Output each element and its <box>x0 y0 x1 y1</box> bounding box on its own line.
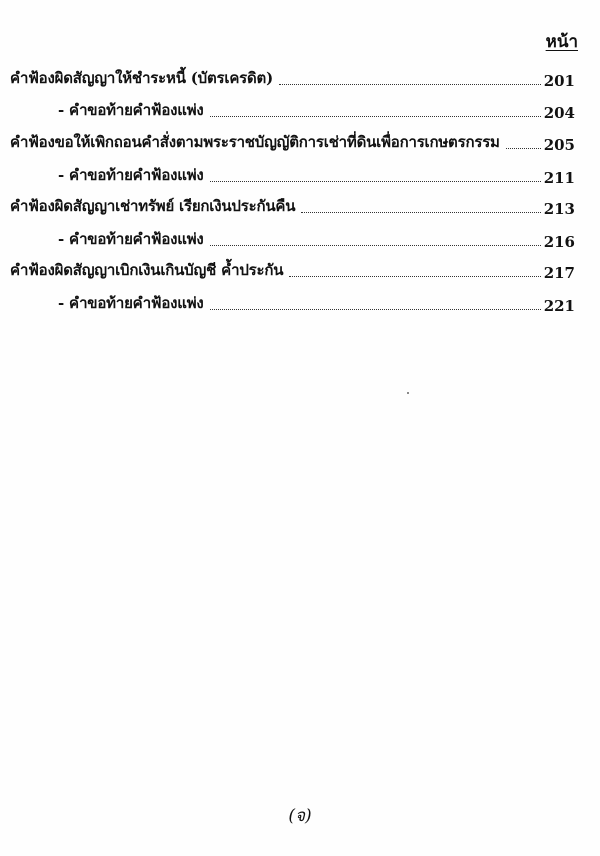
toc-entry-page: 205 <box>543 136 575 154</box>
toc-subentry <box>0 291 600 315</box>
dot-leader <box>210 245 541 246</box>
toc-entry-page: 213 <box>543 200 575 218</box>
page-folio: (จ) <box>288 806 312 826</box>
toc-entry <box>0 258 600 282</box>
toc-subentry-title: - คำขอท้ายคำฟ้องแพ่ง <box>58 101 204 119</box>
dot-leader <box>210 116 541 117</box>
toc-subentry-page: 216 <box>543 233 575 251</box>
dot-leader <box>279 84 541 85</box>
toc-entry <box>0 130 600 154</box>
toc-subentry-page: 221 <box>543 297 575 315</box>
dot-leader <box>289 276 540 277</box>
page-column-heading: หน้า <box>545 32 578 52</box>
toc-entry-title: คำฟ้องผิดสัญญาเช่าทรัพย์ เรียกเงินประกันคืน <box>10 197 296 215</box>
toc-subentry <box>0 163 600 187</box>
toc-subentry-page: 204 <box>543 104 575 122</box>
table-of-contents <box>0 0 600 340</box>
toc-subentry-title: - คำขอท้ายคำฟ้องแพ่ง <box>58 230 204 248</box>
toc-entry-page: 217 <box>543 264 575 282</box>
toc-entry-title: คำฟ้องขอให้เพิกถอนคำสั่งตามพระราชบัญญัติการเช่าที่ดินเพื่อการเกษตรกรรม <box>10 133 500 151</box>
toc-subentry-title: - คำขอท้ายคำฟ้องแพ่ง <box>58 294 204 312</box>
dot-leader <box>210 309 541 310</box>
dot-leader <box>210 181 541 182</box>
toc-entry-page: 201 <box>543 72 575 90</box>
toc-entry <box>0 194 600 218</box>
toc-subentry-page: 211 <box>543 169 575 187</box>
dot-leader <box>506 148 541 149</box>
toc-subentry <box>0 227 600 251</box>
toc-entry <box>0 66 600 90</box>
toc-entry-title: คำฟ้องผิดสัญญาให้ชำระหนี้ (บัตรเครดิต) <box>10 69 273 87</box>
scan-speck <box>407 392 409 394</box>
toc-subentry-title: - คำขอท้ายคำฟ้องแพ่ง <box>58 166 204 184</box>
toc-subentry <box>0 98 600 122</box>
dot-leader <box>301 212 540 213</box>
toc-entry-title: คำฟ้องผิดสัญญาเบิกเงินเกินบัญชี ค้ำประกัน <box>10 261 284 279</box>
